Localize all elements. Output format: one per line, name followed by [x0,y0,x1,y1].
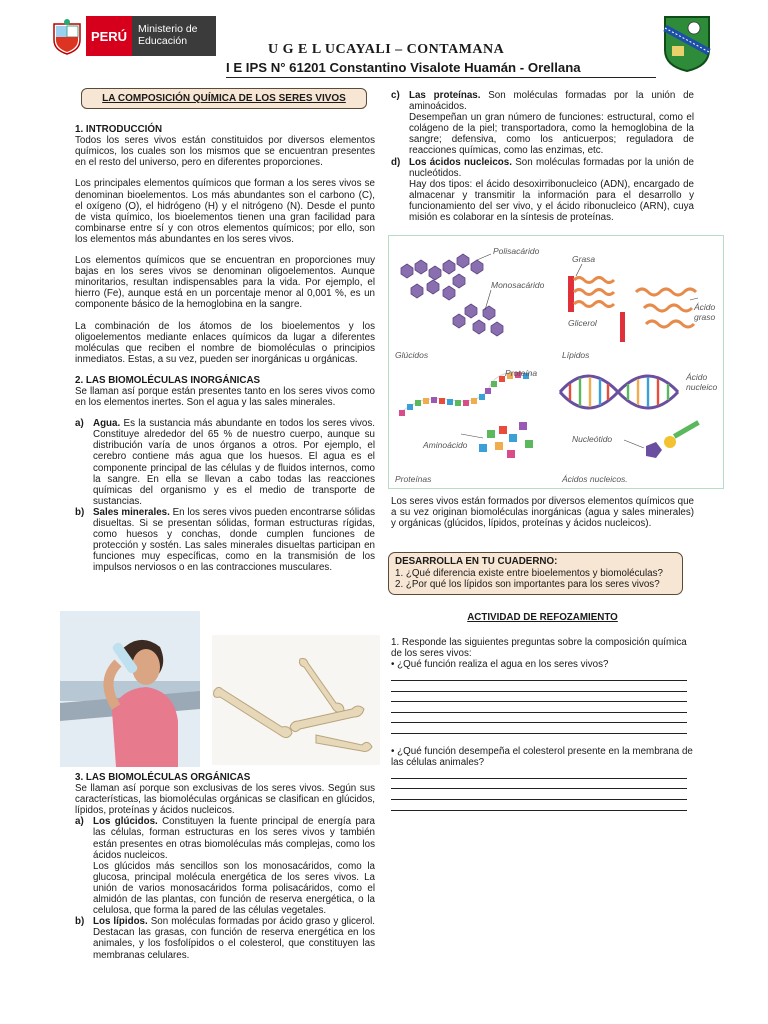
label-glucidos: Glúcidos [395,350,429,360]
page-header [0,0,768,80]
label-monosacarido: Monosacárido [491,280,545,290]
answer-line[interactable] [391,692,687,703]
label-proteina: Proteína [505,368,538,378]
right-column [391,90,694,223]
ministry-label: Ministerio de Educación [132,16,216,56]
nucleicos-text: Son moléculas formadas por la unión de nucleótidos. [409,156,694,179]
activity-instructions: 1. Responde las siguientes preguntas sobre la composición química de los seres vivos: [391,637,687,660]
label-acido-nucleico: Ácido nucleico [686,372,718,392]
school-name: I E IPS N° 61201 Constantino Visalote Huamán - Orellana [226,60,581,75]
proteinas-text: Son moléculas formadas por la unión de aminoácidos. [409,90,694,113]
organic-heading: 3. LAS BIOMOLÉCULAS ORGÁNICAS [75,772,251,783]
answer-line[interactable] [391,702,687,713]
label-nucleotido: Nucleótido [572,434,613,444]
nucleicos-text-2: Hay dos tipos: el ácido desoxirribonucleico (ADN), encargado de almacenar y transmitir la información para el desarrollo y funcionamiento del ser vivo, y el ácido ribonucleico (ARN), cuya misión es colaborar en la síntesis de proteínas. [409,178,694,224]
task-question-1: 1. ¿Qué diferencia existe entre bioelementos y biomoléculas? [395,567,663,579]
glucidos-illustration [391,238,554,362]
term-glucidos: Los glúcidos. [93,816,158,828]
glucidos-text: Constituyen la fuente principal de energía para las células, forman estructuras en los seres vivos y también están presentes en otras biomoléculas más complejas, como los ácidos nucleicos. [93,816,375,861]
answer-line[interactable] [391,789,687,800]
sales-text: En los seres vivos pueden encontrarse sólidas disueltas. Si se presentan sólidas, forman estructuras rígidas, como huesos y conchas, donde cumplen funciones de protección y sostén. Las sales minerales disueltas participan en funciones muy específicas, como en la transmisión de los impulsos nerviosos o en las contracciones musculares. [93,506,376,574]
nucleicos-panel [558,364,721,486]
activity-question-1: • ¿Qué función realiza el agua en los seres vivos? [391,659,609,671]
figure-caption: Los seres vivos están formados por diversos elementos químicos que a su vez originan biomoléculas inorgánicas (agua y sales minerales) y orgánicas (glúcidos, lípidos, proteínas y ácidos nucleicos). [391,496,694,530]
agua-text: Es la sustancia más abundante en todos los seres vivos. Constituye alrededor del 65 % de nuestro cuerpo, aunque su distribución varía de unos órganos a otros. Por ejemplo, el cerebro contiene más agua que los huesos. El agua es el componente principal de las células y de fluidos internos, como la sangre. En ella se llevan a cabo todas las reacciones químicas del organismo y es el medio de transporte de sustancias. [93,418,375,507]
task-heading: DESARROLLA EN TU CUADERNO: [395,556,558,567]
list-item-sales [75,507,375,574]
organic-intro: Se llaman así porque son exclusivas de los seres vivos. Según sus características, las biomoléculas orgánicas se clasifican en glúcidos, lípidos, proteínas y ácidos nucleicos. [75,783,375,817]
label-proteinas: Proteínas [395,474,432,484]
list-marker: a) [75,816,84,828]
list-item-proteinas [391,90,694,112]
list-marker: b) [75,506,85,518]
ministry-logo [48,16,224,56]
answer-line[interactable] [391,779,687,790]
answer-line[interactable] [391,681,687,692]
answer-lines-2 [391,768,694,810]
ugel-title: U G E L UCAYALI – CONTAMANA [268,42,505,57]
term-agua: Agua. [93,418,121,430]
intro-paragraph-1: Todos los seres vivos están constituidos por diversos elementos químicos, los cuales son los mismos que se encuentran presentes en el resto del universo, pero en diferentes proporciones. [75,135,375,169]
task-question-2: 2. ¿Por qué los lípidos son importantes para los seres vivos? [395,579,660,590]
inorganic-heading: 2. LAS BIOMOLÉCULAS INORGÁNICAS [75,374,261,386]
notebook-task-box [388,552,683,595]
label-acido-graso: Ácido graso [694,302,716,322]
proteinas-panel [391,364,554,486]
term-sales: Sales minerales. [93,506,170,518]
label-acidos-nucleicos: Ácidos nucleicos. [562,474,628,484]
label-lipidos: Lípidos [562,350,590,360]
list-marker: d) [391,156,401,168]
answer-lines-1 [391,670,694,734]
list-marker: c) [391,90,400,101]
reinforcement-activity [391,612,694,811]
peru-crest-icon [48,16,86,56]
woman-drinking-photo [60,611,200,767]
intro-heading: 1. INTRODUCCIÓN [75,124,163,136]
list-item-lipidos [75,916,375,960]
proteinas-text-2: Desempeñan un gran número de funciones: estructural, como el colágeno de la piel; transportadora, como la hemoglobina de la sangre; defensiva, como los anticuerpos; reguladora de reacciones químicas, como las enzimas, etc. [409,112,694,157]
intro-paragraph-2: Los principales elementos químicos que forman a los seres vivos se denominan bioelementos. Los más abundantes son el carbono (C), el oxígeno (O), el hidrógeno (H) y el nitrógeno (N). Desde el punto de vista químico, los bioelementos tienen una gran facilidad para combinarse entre sí y con otros elementos químicos; por ello, son los elementos más abundantes en los seres vivos. [75,178,375,245]
inorganic-intro: Se llaman así porque están presentes tanto en los seres vivos como en los elementos inertes. Son el agua y las sales minerales. [75,385,375,409]
lipidos-text: Son moléculas formadas por ácido graso y glicerol. Destacan las grasas, con función de reserva energética en los animales, y los fosfolípidos o el colesterol, que constituyen las membranas celulares. [93,916,375,961]
list-item-glucidos [75,816,375,860]
answer-line[interactable] [391,670,687,681]
header-rule [226,77,656,78]
label-glicerol: Glicerol [568,318,597,328]
intro-paragraph-4: La combinación de los átomos de los bioelementos y los oligoelementos mediante enlaces químicos da lugar a diferentes moléculas que reciben el nombre de biomoléculas o principios inmediatos. Estas, a su vez, pueden ser inorgánicas u orgánicas. [75,320,375,365]
label-grasa: Grasa [572,254,596,264]
label-polisacarido: Polisacárido [493,246,540,256]
page-title: LA COMPOSICIÓN QUÍMICA DE LOS SERES VIVOS [81,88,367,109]
glucidos-text-2: Los glúcidos más sencillos son los monosacáridos, como la glucosa, principal molécula energética de los seres vivos. La unión de varios monosacáridos forma polisacáridos, como el almidón de las plantas, con función de reserva energética, o la celulosa, que forma la pared de las células vegetales. [93,860,375,917]
label-aminoacido: Aminoácido [423,440,468,450]
biomolecules-figure [388,235,724,489]
intro-paragraph-3: Los elementos químicos que se encuentran en proporciones muy bajas en los seres vivos se denominan oligoelementos. Aunque minoritarios, resultan indispensables para la vida. Por ejemplo, el hierro (Fe), aunque está en un porcentaje menor al 0,001 %, es un componente básico de la hemoglobina en la sangre. [75,255,375,311]
bones-photo [212,635,380,765]
peru-label: PERÚ [86,16,132,56]
activity-question-2: • ¿Qué función desempeña el colesterol presente en la membrana de las células animales? [391,745,693,769]
lipidos-panel [558,238,721,362]
left-column-lower [75,772,375,961]
answer-line[interactable] [391,723,687,734]
list-item-agua [75,418,375,507]
answer-line[interactable] [391,768,687,779]
answer-line[interactable] [391,713,687,724]
term-nucleicos: Los ácidos nucleicos. [409,156,512,168]
left-column [75,84,375,573]
list-marker: b) [75,916,85,928]
proteinas-illustration [391,364,554,486]
photos-row [60,611,380,767]
list-marker: a) [75,418,84,430]
term-lipidos: Los lípidos. [93,916,148,928]
answer-line[interactable] [391,800,687,811]
glucidos-panel [391,238,554,362]
activity-title: ACTIVIDAD DE REFOZAMIENTO [467,612,618,623]
school-logo [662,14,712,72]
term-proteinas: Las proteínas. [409,90,481,101]
list-item-nucleicos [391,157,694,179]
